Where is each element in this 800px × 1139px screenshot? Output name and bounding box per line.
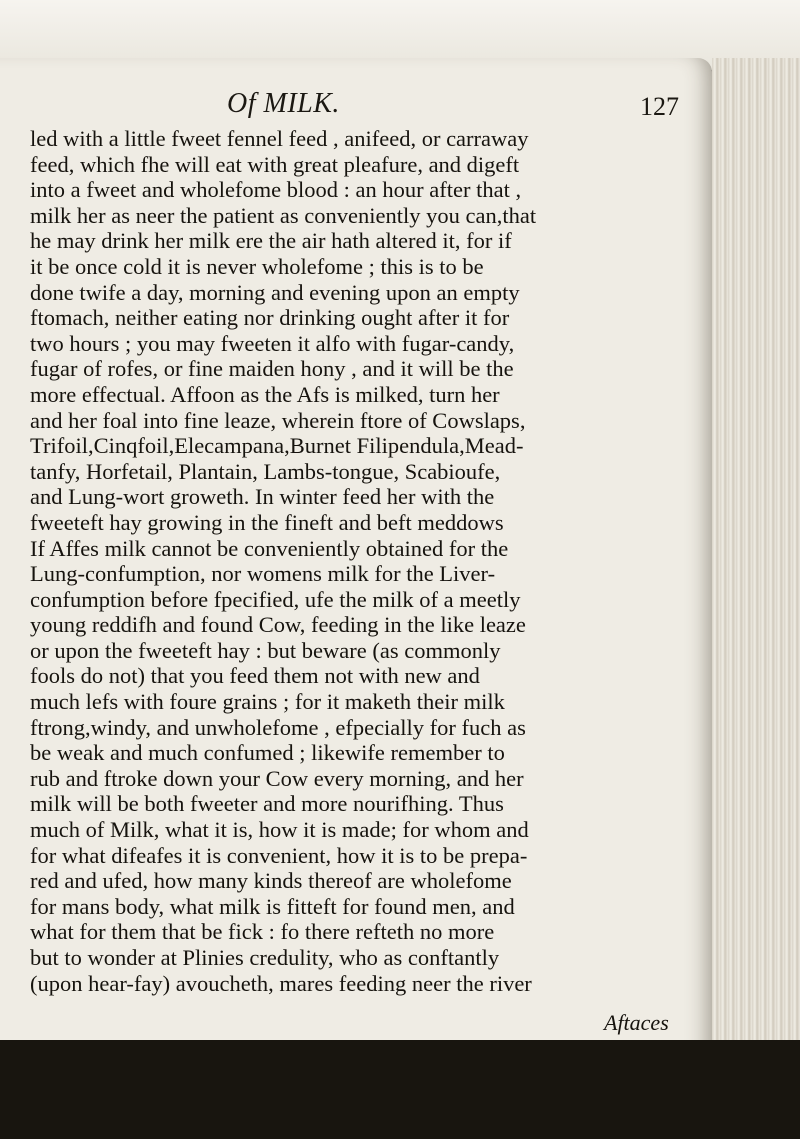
text-line: he may drink her milk ere the air hath altered it, for if (30, 228, 512, 254)
text-line: be weak and much confumed ; likewife remember to (30, 740, 505, 766)
page-edge-stack (712, 58, 800, 1058)
text-line: Trifoil,Cinqfoil,Elecampana,Burnet Filipendula,Mead- (30, 433, 524, 459)
text-line: confumption before fpecified, ufe the milk of a meetly (30, 586, 521, 612)
text-line: milk her as neer the patient as conveniently you can,that (30, 202, 537, 228)
text-line: much of Milk, what it is, how it is made; for whom and (30, 817, 529, 843)
page-header (0, 88, 700, 128)
text-line: much lefs with foure grains ; for it maketh their milk (30, 689, 505, 715)
text-line: ftrong,windy, and unwholefome , efpecially for fuch as (30, 714, 526, 740)
text-line: fools do not) that you feed them not with new and (30, 663, 480, 689)
text-line: for mans body, what milk is fitteft for found men, and (30, 893, 515, 919)
scan-background (0, 1040, 800, 1139)
text-line: Lung-confumption, nor womens milk for the Liver- (30, 561, 496, 587)
text-line: fugar of rofes, or fine maiden hony , and it will be the (30, 356, 514, 382)
text-line: more effectual. Affoon as the Afs is milked, turn her (30, 381, 500, 407)
text-line: If Affes milk cannot be conveniently obtained for the (30, 535, 509, 561)
text-line: two hours ; you may fweeten it alfo with fugar-candy, (30, 330, 515, 356)
text-line: (upon hear-fay) avoucheth, mares feeding neer the river (30, 970, 532, 996)
text-line: red and ufed, how many kinds thereof are wholefome (30, 868, 512, 894)
text-line: it be once cold it is never wholefome ; this is to be (30, 253, 484, 279)
text-line: led with a little fweet fennel feed , anifeed, or carraway (30, 126, 529, 151)
text-line: done twife a day, morning and evening upon an empty (30, 279, 520, 305)
text-line: milk will be both fweeter and more nourifhing. Thus (30, 791, 504, 817)
text-line: but to wonder at Plinies credulity, who as conftantly (30, 945, 500, 970)
text-line: rub and ftroke down your Cow every morning, and her (30, 765, 524, 791)
body-text (30, 126, 710, 996)
text-line: for what difeafes it is convenient, how it is to be prepa- (30, 842, 528, 868)
catchword: Aftaces (604, 1010, 669, 1035)
text-line: tanfy, Horfetail, Plantain, Lambs-tongue, Scabioufe, (30, 458, 501, 484)
text-line: young reddifh and found Cow, feeding in the like leaze (30, 612, 526, 638)
text-line: what for them that be fick : fo there refteth no more (30, 919, 495, 945)
text-line: fweeteft hay growing in the fineft and beft meddows (30, 509, 504, 535)
text-line: and her foal into fine leaze, wherein ftore of Cowslaps, (30, 407, 526, 433)
text-line: or upon the fweeteft hay : but beware (as commonly (30, 637, 501, 663)
text-line: into a fweet and wholefome blood : an hour after that , (30, 177, 522, 203)
text-line: and Lung-wort groweth. In winter feed her with the (30, 484, 495, 510)
page-number: 127 (640, 92, 679, 121)
text-line: ftomach, neither eating nor drinking ought after it for (30, 305, 510, 331)
running-title: Of MILK. (227, 88, 340, 119)
text-line: feed, which fhe will eat with great pleafure, and digeft (30, 151, 520, 177)
